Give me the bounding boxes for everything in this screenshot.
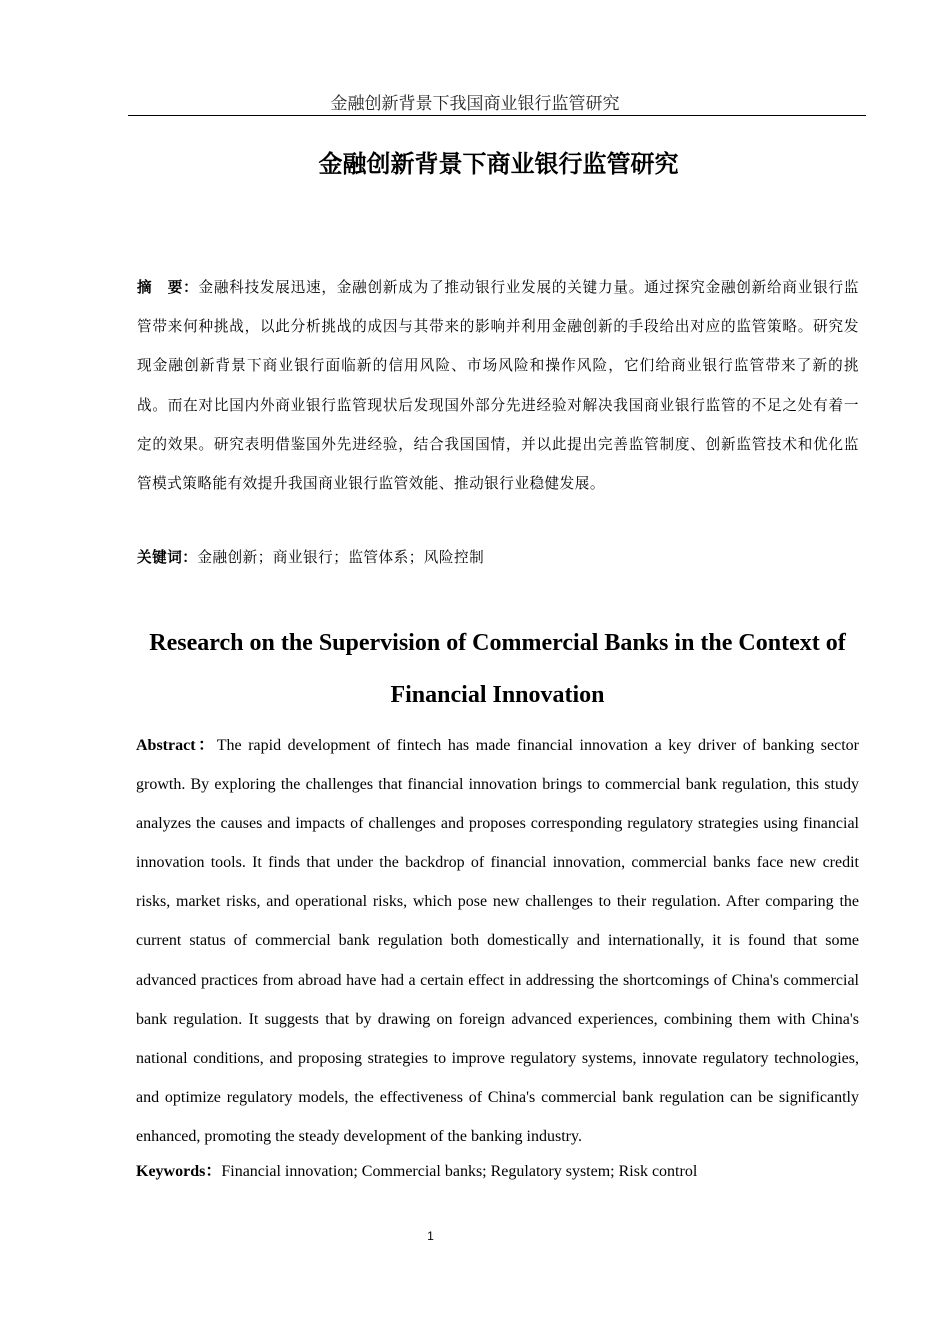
chinese-keywords-text: 金融创新；商业银行；监管体系；风险控制	[197, 549, 485, 566]
chinese-abstract-label: 摘 要：	[137, 279, 199, 296]
header-rule	[128, 115, 866, 116]
english-abstract-label: Abstract：	[136, 737, 217, 754]
chinese-abstract-text: 金融科技发展迅速，金融创新成为了推动银行业发展的关键力量。通过探究金融创新给商业银行监管带来何种挑战，以此分析挑战的成因与其带来的影响并利用金融创新的手段给出对应的监管策略。研究发现金融创新背景下商业银行面临新的信用风险、市场风险和操作风险，它们给商业银行监管带来了新的挑战。而在对比国内外商业银行监管现状后发现国外部分先进经验对解决我国商业银行监管的不足之处有着一定的效果。研究表明借鉴国外先进经验，结合我国国情，并以此提出完善监管制度、创新监管技术和优化监管模式策略能有效提升我国商业银行监管效能、推动银行业稳健发展。	[137, 279, 859, 493]
english-keywords	[136, 1157, 859, 1187]
chinese-keywords-label: 关键词：	[137, 549, 198, 566]
page-number: 1	[427, 1229, 434, 1243]
chinese-title: 金融创新背景下商业银行监管研究	[318, 150, 679, 178]
english-keywords-label: Keywords：	[136, 1163, 222, 1180]
running-header: 金融创新背景下我国商业银行监管研究	[330, 94, 620, 114]
english-abstract-text: The rapid development of fintech has made financial innovation a key driver of banking sector growth. By exploring the challenges that financial innovation brings to commercial bank regulation, this study analyzes the causes and impacts of challenges and proposes corresponding regulatory strategies using financial innovation tools. It finds that under the backdrop of financial innovation, commercial banks face new credit risks, market risks, and operational risks, which pose new challenges to their regulation. After comparing the current status of commercial bank regulation both domestically and internationally, it is found that some advanced practices from abroad have had a certain effect in addressing the shortcomings of China's commercial bank regulation. It suggests that by drawing on foreign advanced experiences, combining them with China's national conditions, and proposing strategies to improve regulatory systems, innovate regulatory technologies, and optimize regulatory models, the effectiveness of China's commercial bank regulation can be significantly enhanced, promoting the steady development of the banking industry.	[136, 737, 859, 1145]
english-abstract	[136, 726, 859, 1156]
chinese-keywords	[137, 540, 859, 576]
english-keywords-text: Financial innovation; Commercial banks; Regulatory system; Risk control	[221, 1163, 698, 1180]
english-title: Research on the Supervision of Commercial Banks in the Context of Financial Innovation	[149, 630, 846, 708]
chinese-abstract	[137, 268, 859, 503]
